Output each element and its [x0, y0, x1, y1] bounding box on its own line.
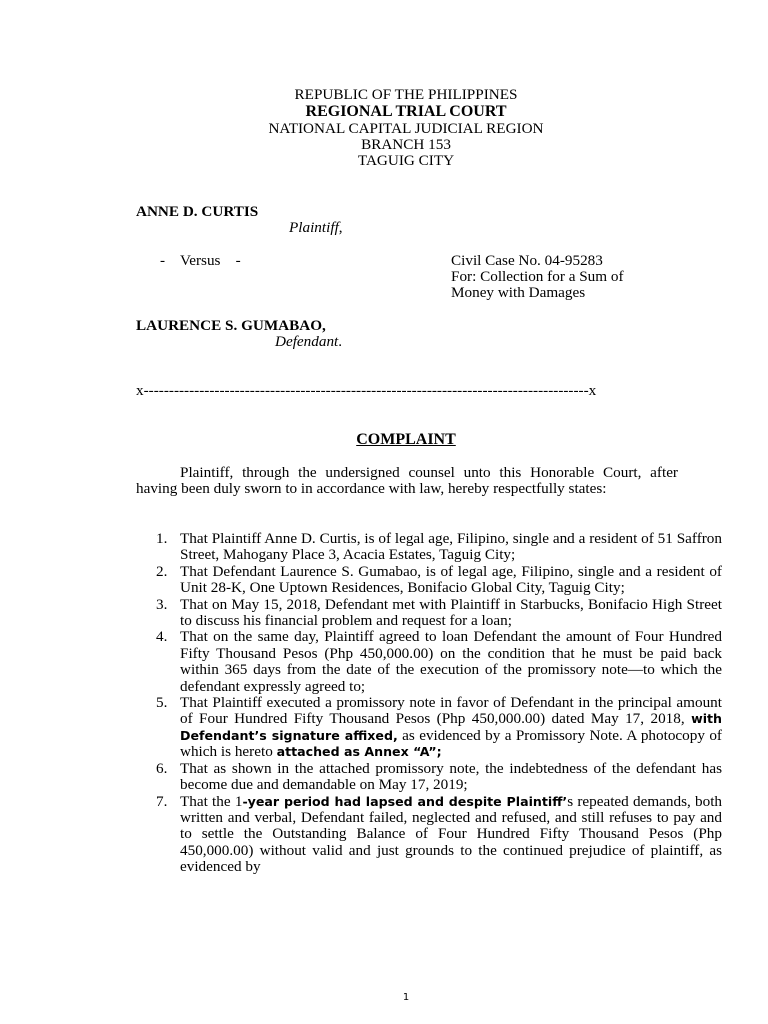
allegation-number: 6. [156, 759, 168, 777]
allegation-item [156, 694, 722, 761]
case-nature-line-2: Money with Damages [451, 284, 586, 301]
document-title: COMPLAINT [356, 431, 456, 448]
allegation-text: That on the same day, Plaintiff agreed to loan Defendant the amount of Four Hundred Fifty Thousand Pesos (Php 450,000.00) on the condition that he must be paid back within 365 days from the date of the execution of the promissory note—to which the defendant expressly agreed to; [180, 628, 722, 695]
allegation-number: 4. [156, 628, 168, 646]
header-republic: REPUBLIC OF THE PHILIPPINES [294, 86, 518, 103]
header-region: NATIONAL CAPITAL JUDICIAL REGION [268, 120, 544, 137]
allegation-emphasis: attached as Annex “A”; [276, 744, 442, 760]
allegation-text: That the 1 [180, 792, 243, 810]
allegation-text: s repeated demands, both written and verbal, Defendant failed, neglected and refused, and still refuses to pay and to settle the Outstanding Balance of Four Hundred Fifty Thousand Pesos (Php 450,000.00) without valid and just grounds to the continued prejudice of plaintiff, as evidenced by [180, 792, 723, 876]
defendant-role-label: Defendant [275, 333, 339, 350]
allegation-text: That Defendant Laurence S. Gumabao, is of legal age, Filipino, single and a resident of Unit 28-K, One Uptown Residences, Bonifacio Global City, Taguig City; [180, 562, 722, 597]
allegation-text: That on May 15, 2018, Defendant met with Plaintiff in Starbucks, Bonifacio High Street to discuss his financial problem and request for a loan; [180, 595, 722, 630]
allegation-item [156, 759, 722, 794]
plaintiff-role [289, 220, 343, 236]
allegation-number: 5. [156, 694, 168, 712]
allegation-text: as evidenced by a Promissory Note. A photocopy of which is hereto [180, 726, 722, 761]
allegations-list [136, 531, 722, 876]
allegation-item [156, 562, 722, 597]
header-city: TAGUIG CITY [357, 152, 455, 169]
allegation-text: That Plaintiff executed a promissory note in favor of Defendant in the principal amount of Four Hundred Fifty Thousand Pesos (Php 450,000.00) dated May 17, 2018, [180, 694, 722, 728]
header-branch: BRANCH 153 [361, 136, 451, 153]
case-nature-line-1: For: Collection for a Sum of [451, 268, 624, 285]
case-number: Civil Case No. 04-95283 [451, 252, 603, 269]
defendant-role [275, 334, 342, 350]
allegation-number: 1. [156, 530, 168, 547]
allegation-item [156, 595, 722, 630]
allegation-text: That as shown in the attached promissory note, the indebtedness of the defendant has become due and demandable on May 17, 2019; [180, 759, 722, 794]
allegation-item [156, 628, 722, 695]
allegation-text: That Plaintiff Anne D. Curtis, is of legal age, Filipino, single and a resident of 51 Saffron Street, Mahogany Place 3, Acacia Estates, Taguig City; [180, 530, 722, 564]
versus-label: - Versus - [160, 252, 241, 269]
allegation-number: 2. [156, 562, 168, 580]
allegation-emphasis: with Defendant’s signature affixed, [180, 711, 722, 743]
allegation-number: 3. [156, 595, 168, 613]
allegation-item [156, 792, 723, 876]
caption-separator: x----------------------------------------------------------------------------------------x [136, 383, 597, 399]
plaintiff-role-suffix: , [338, 219, 343, 236]
header-court: REGIONAL TRIAL COURT [305, 103, 507, 120]
plaintiff-role-label: Plaintiff [289, 219, 339, 236]
intro-paragraph: Plaintiff, through the undersigned counsel unto this Honorable Court, after having been duly sworn to in accordance with law, hereby respectfully states: [136, 464, 678, 498]
page-number: 1 [402, 992, 410, 1003]
defendant-name: LAURENCE S. GUMABAO, [136, 317, 326, 334]
allegation-emphasis: -year period had lapsed and despite Plaintiff’ [242, 793, 568, 809]
plaintiff-name: ANNE D. CURTIS [136, 203, 259, 220]
defendant-role-suffix: . [338, 333, 343, 350]
allegation-item [156, 530, 722, 564]
allegation-number: 7. [156, 792, 168, 810]
